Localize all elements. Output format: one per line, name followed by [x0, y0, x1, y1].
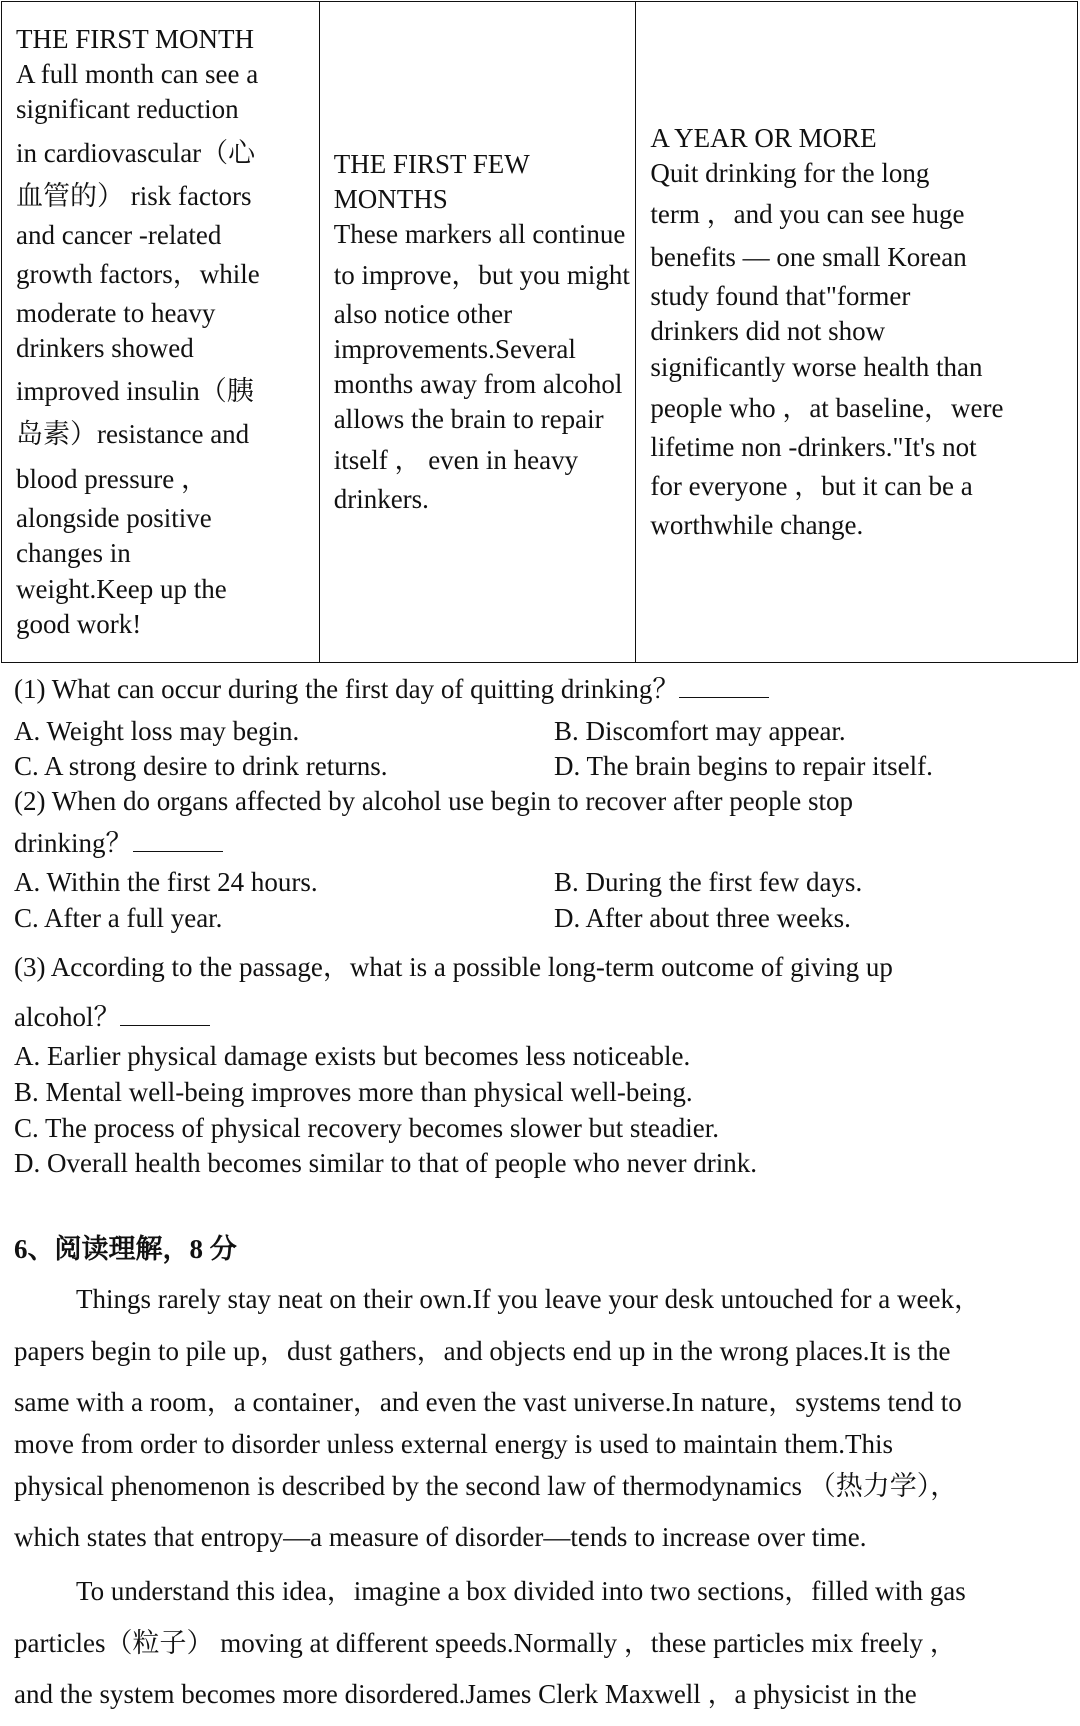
cell-line: people who ，at baseline，were: [650, 392, 1004, 423]
option-c[interactable]: C. A strong desire to drink returns.: [14, 751, 388, 782]
passage-line: and the system becomes more disordered.James Clerk Maxwell ，a physicist in the: [14, 1679, 917, 1710]
cell-first-few-months: [319, 2, 636, 663]
passage-line: Things rarely stay neat on their own.If you leave your desk untouched for a week，: [76, 1284, 981, 1314]
answer-blank[interactable]: [120, 1001, 210, 1026]
option-b[interactable]: B. During the first few days.: [554, 867, 863, 898]
passage-line: move from order to disorder unless external energy is used to maintain them.This: [14, 1428, 894, 1459]
cell-first-month: [2, 2, 320, 663]
recovery-timeline-table: [1, 1, 1078, 663]
cell-line: significant reduction: [16, 94, 239, 125]
cell-line: to improve，but you might: [333, 259, 630, 290]
passage-paragraph-2: [14, 1574, 1069, 1713]
cell-line: alongside positive: [16, 503, 212, 534]
passage-line: which states that entropy—a measure of disorder—tends to increase over time.: [14, 1522, 867, 1553]
options: [14, 865, 1064, 936]
cell-line: good work!: [16, 608, 142, 639]
cell-line: Quit drinking for the long: [650, 158, 930, 189]
cell-line: drinkers did not show: [650, 316, 886, 347]
question-3: [14, 950, 1064, 1182]
cell-line: also notice other: [333, 298, 513, 329]
cell-line: THE FIRST FEW: [333, 148, 530, 179]
question-stem: (2) When do organs affected by alcohol use begin to recover after people stop: [14, 786, 853, 816]
cell-line: itself ， even in heavy: [333, 445, 579, 476]
option-d[interactable]: D. After about three weeks.: [554, 902, 851, 933]
passage-line: papers begin to pile up，dust gathers，and objects end up in the wrong places.It is the: [14, 1335, 951, 1366]
cell-line: 岛素）resistance and: [16, 419, 250, 450]
cell-line: in cardiovascular（心: [16, 137, 256, 168]
table-row: [2, 2, 1078, 663]
question-1: [14, 672, 1064, 785]
cell-line: weight.Keep up the: [16, 573, 227, 604]
option-c[interactable]: C. After a full year.: [14, 902, 223, 933]
cell-line: A YEAR OR MORE: [650, 122, 877, 153]
option-d[interactable]: D. Overall health becomes similar to that of people who never drink.: [14, 1148, 758, 1179]
cell-line: improvements.Several: [333, 334, 576, 364]
passage-line: particles（粒子） moving at different speeds.Normally ，these particles mix freely ，: [14, 1627, 957, 1658]
question-text: alcohol？: [14, 1001, 121, 1032]
cell-line: drinkers showed: [16, 333, 194, 363]
cell-line: lifetime non -drinkers."It's not: [650, 431, 977, 462]
question-text: drinking？: [14, 827, 133, 858]
cell-line: allows the brain to repair: [333, 404, 604, 435]
cell-line: benefits — one small Korean: [650, 242, 967, 273]
cell-line: months away from alcohol: [333, 369, 623, 400]
cell-year-or-more: [636, 2, 1078, 663]
question-stem: [14, 672, 1064, 708]
option-b[interactable]: B. Discomfort may appear.: [554, 715, 846, 746]
passage-line: same with a room，a container，and even the vast universe.In nature，systems tend to: [14, 1387, 962, 1418]
cell-line: blood pressure ，: [16, 464, 208, 495]
option-a[interactable]: A. Weight loss may begin.: [14, 715, 300, 746]
cell-line: improved insulin（胰: [16, 376, 254, 407]
options: [14, 714, 1064, 785]
question-stem: (3) According to the passage，what is a possible long-term outcome of giving up: [14, 952, 893, 982]
answer-blank[interactable]: [133, 827, 223, 852]
option-c[interactable]: C. The process of physical recovery becomes slower but steadier.: [14, 1112, 720, 1143]
cell-line: These markers all continue: [333, 218, 626, 249]
section-title: 6、阅读理解，8 分: [14, 1234, 237, 1264]
option-b[interactable]: B. Mental well-being improves more than physical well-being.: [14, 1076, 693, 1107]
question-stem-cont: [14, 1000, 1064, 1036]
cell-line: THE FIRST MONTH: [16, 24, 255, 55]
question-text: (1) What can occur during the first day of quitting drinking？: [14, 674, 680, 704]
cell-line: for everyone ，but it can be a: [650, 470, 973, 501]
cell-line: A full month can see a: [16, 59, 259, 90]
answer-blank[interactable]: [679, 673, 769, 698]
cell-line: term ，and you can see huge: [650, 199, 965, 230]
cell-line: MONTHS: [333, 183, 448, 214]
cell-line: study found that"former: [650, 281, 911, 312]
cell-line: 血管的） risk factors: [16, 180, 252, 211]
option-a[interactable]: A. Within the first 24 hours.: [14, 867, 318, 898]
option-d[interactable]: D. The brain begins to repair itself.: [554, 751, 933, 782]
question-2: [14, 784, 1064, 937]
cell-line: changes in: [16, 538, 131, 569]
passage-line: To understand this idea，imagine a box divided into two sections，filled with gas: [76, 1576, 966, 1606]
options: [14, 1039, 1064, 1182]
cell-line: growth factors，while: [16, 258, 260, 289]
passage-paragraph-1: [14, 1282, 1069, 1556]
cell-line: worthwhile change.: [650, 509, 864, 540]
option-a[interactable]: A. Earlier physical damage exists but becomes less noticeable.: [14, 1041, 691, 1072]
cell-line: moderate to heavy: [16, 297, 216, 328]
cell-line: significantly worse health than: [650, 351, 983, 382]
question-stem-cont: [14, 826, 1064, 862]
cell-line: and cancer -related: [16, 219, 222, 250]
cell-line: drinkers.: [333, 484, 429, 515]
passage-line: physical phenomenon is described by the second law of thermodynamics （热力学），: [14, 1470, 958, 1501]
